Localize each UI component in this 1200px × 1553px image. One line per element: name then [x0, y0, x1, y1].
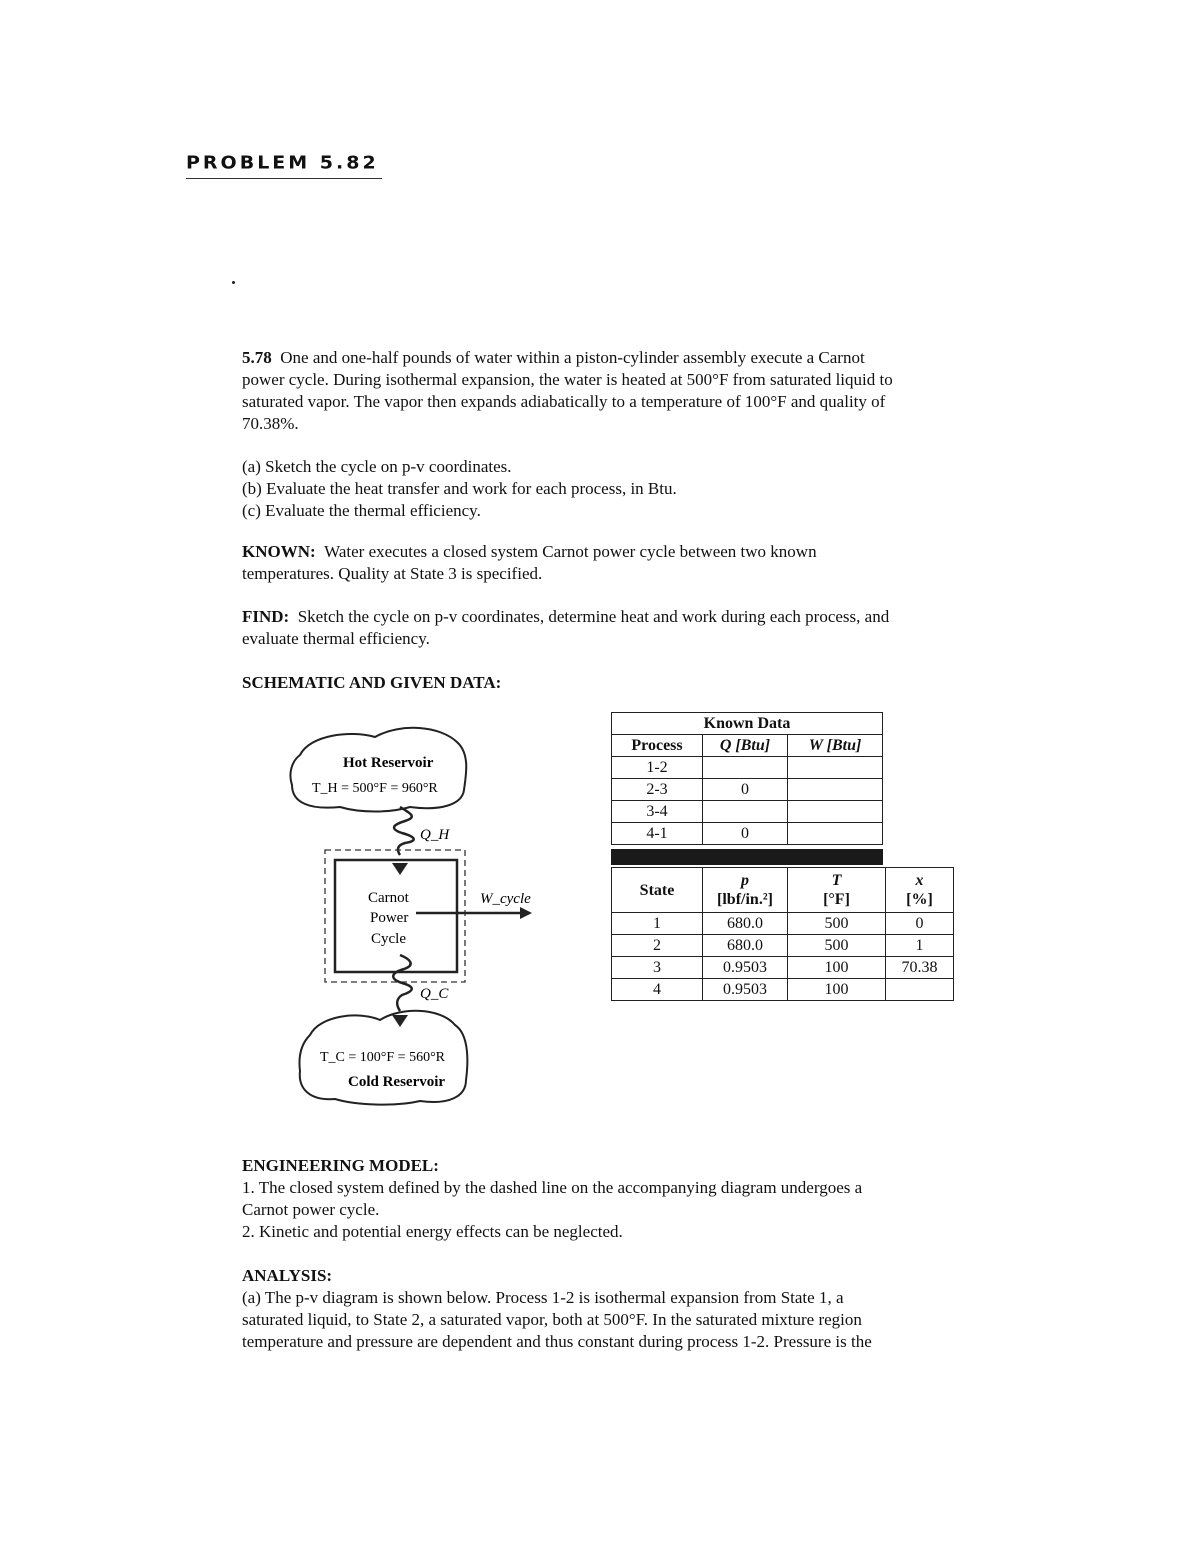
qh-squiggle	[394, 807, 414, 855]
cycle-label-1: Carnot	[368, 890, 409, 906]
engineering-model-heading: ENGINEERING MODEL:	[242, 1156, 439, 1175]
table-cell: 2-3	[612, 779, 703, 801]
table-row	[612, 801, 883, 823]
table-cell	[703, 757, 788, 779]
cycle-label-3: Cycle	[371, 931, 406, 947]
table-row	[612, 913, 954, 935]
q-header: Q [Btu]	[703, 735, 788, 757]
qh-arrowhead	[392, 863, 408, 875]
engineering-model-line-3: 2. Kinetic and potential energy effects can be neglected.	[242, 1222, 623, 1241]
question-b: (b) Evaluate the heat transfer and work for each process, in Btu.	[242, 479, 677, 498]
table-row	[612, 979, 954, 1001]
problem-line-1: One and one-half pounds of water within a piston-cylinder assembly execute a Carnot	[280, 348, 865, 367]
hot-reservoir-temp: T_H = 500°F = 960°R	[312, 781, 438, 796]
engineering-model-section	[242, 1155, 972, 1243]
carnot-schematic	[280, 715, 550, 1115]
known-data-title: Known Data	[612, 713, 883, 735]
table-cell: 3	[612, 957, 703, 979]
table-cell: 70.38	[886, 957, 954, 979]
qc-squiggle	[393, 955, 412, 1011]
wcycle-label: W_cycle	[480, 891, 531, 907]
wcycle-arrowhead	[520, 907, 532, 919]
table-cell: 2	[612, 935, 703, 957]
process-header: Process	[612, 735, 703, 757]
table-cell: 0.9503	[703, 979, 788, 1001]
table-cell	[788, 757, 883, 779]
problem-statement	[242, 347, 972, 435]
problem-line-2: power cycle. During isothermal expansion, the water is heated at 500°F from saturated liquid to	[242, 370, 893, 389]
table-cell: 1	[612, 913, 703, 935]
analysis-heading: ANALYSIS:	[242, 1266, 333, 1285]
state-table	[611, 867, 954, 1001]
cold-reservoir-temp: T_C = 100°F = 560°R	[320, 1050, 446, 1065]
table-cell: 3-4	[612, 801, 703, 823]
analysis-line-3: temperature and pressure are dependent and thus constant during process 1-2. Pressure is the	[242, 1332, 872, 1351]
table-cell	[788, 801, 883, 823]
qc-arrowhead	[392, 1015, 408, 1027]
engineering-model-line-2: Carnot power cycle.	[242, 1200, 380, 1219]
table-cell: 680.0	[703, 935, 788, 957]
table-cell: 1	[886, 935, 954, 957]
table-divider-bar	[611, 849, 883, 865]
table-row	[612, 823, 883, 845]
analysis-line-2: saturated liquid, to State 2, a saturated vapor, both at 500°F. In the saturated mixture region	[242, 1310, 862, 1329]
pressure-header: p [lbf/in.²]	[703, 868, 788, 913]
table-cell: 1-2	[612, 757, 703, 779]
find-section	[242, 606, 972, 650]
known-section	[242, 541, 972, 585]
table-cell	[788, 823, 883, 845]
table-cell: 100	[788, 979, 886, 1001]
table-cell: 0	[703, 779, 788, 801]
known-label: KNOWN:	[242, 542, 316, 561]
qh-label: Q_H	[420, 827, 450, 843]
table-cell	[788, 779, 883, 801]
known-line-2: temperatures. Quality at State 3 is specified.	[242, 564, 543, 583]
question-a: (a) Sketch the cycle on p-v coordinates.	[242, 457, 512, 476]
engineering-model-line-1: 1. The closed system defined by the dashed line on the accompanying diagram undergoes a	[242, 1178, 863, 1197]
cycle-label-2: Power	[370, 910, 409, 926]
question-c: (c) Evaluate the thermal efficiency.	[242, 501, 481, 520]
quality-header: x [%]	[886, 868, 954, 913]
find-label: FIND:	[242, 607, 290, 626]
title-underline	[186, 178, 382, 179]
find-line-2: evaluate thermal efficiency.	[242, 629, 430, 648]
stray-mark	[232, 281, 235, 284]
problem-line-3: saturated vapor. The vapor then expands adiabatically to a temperature of 100°F and quality of	[242, 392, 886, 411]
handwritten-title: PROBLEM 5.82	[186, 152, 379, 174]
known-line-1: Water executes a closed system Carnot power cycle between two known	[324, 542, 817, 561]
table-cell: 500	[788, 935, 886, 957]
find-line-1: Sketch the cycle on p-v coordinates, determine heat and work during each process, and	[297, 607, 890, 626]
table-row	[612, 957, 954, 979]
table-cell: 500	[788, 913, 886, 935]
analysis-section	[242, 1265, 972, 1353]
analysis-line-1: (a) The p-v diagram is shown below. Process 1-2 is isothermal expansion from State 1, a	[242, 1288, 844, 1307]
table-row	[612, 757, 883, 779]
problem-line-4: 70.38%.	[242, 414, 299, 433]
table-cell: 680.0	[703, 913, 788, 935]
state-header: State	[612, 868, 703, 913]
table-row	[612, 779, 883, 801]
w-header: W [Btu]	[788, 735, 883, 757]
table-cell: 4	[612, 979, 703, 1001]
table-cell	[886, 979, 954, 1001]
table-cell: 0	[886, 913, 954, 935]
table-cell: 4-1	[612, 823, 703, 845]
cold-reservoir-title: Cold Reservoir	[348, 1074, 446, 1090]
known-data-table	[611, 712, 883, 845]
table-cell: 100	[788, 957, 886, 979]
table-cell	[703, 801, 788, 823]
qc-label: Q_C	[420, 986, 449, 1002]
temperature-header: T [°F]	[788, 868, 886, 913]
table-row	[612, 935, 954, 957]
hot-reservoir-title: Hot Reservoir	[343, 755, 434, 771]
questions-list	[242, 456, 942, 522]
schematic-heading: SCHEMATIC AND GIVEN DATA:	[242, 673, 502, 692]
table-cell: 0	[703, 823, 788, 845]
problem-number: 5.78	[242, 348, 272, 367]
table-cell: 0.9503	[703, 957, 788, 979]
